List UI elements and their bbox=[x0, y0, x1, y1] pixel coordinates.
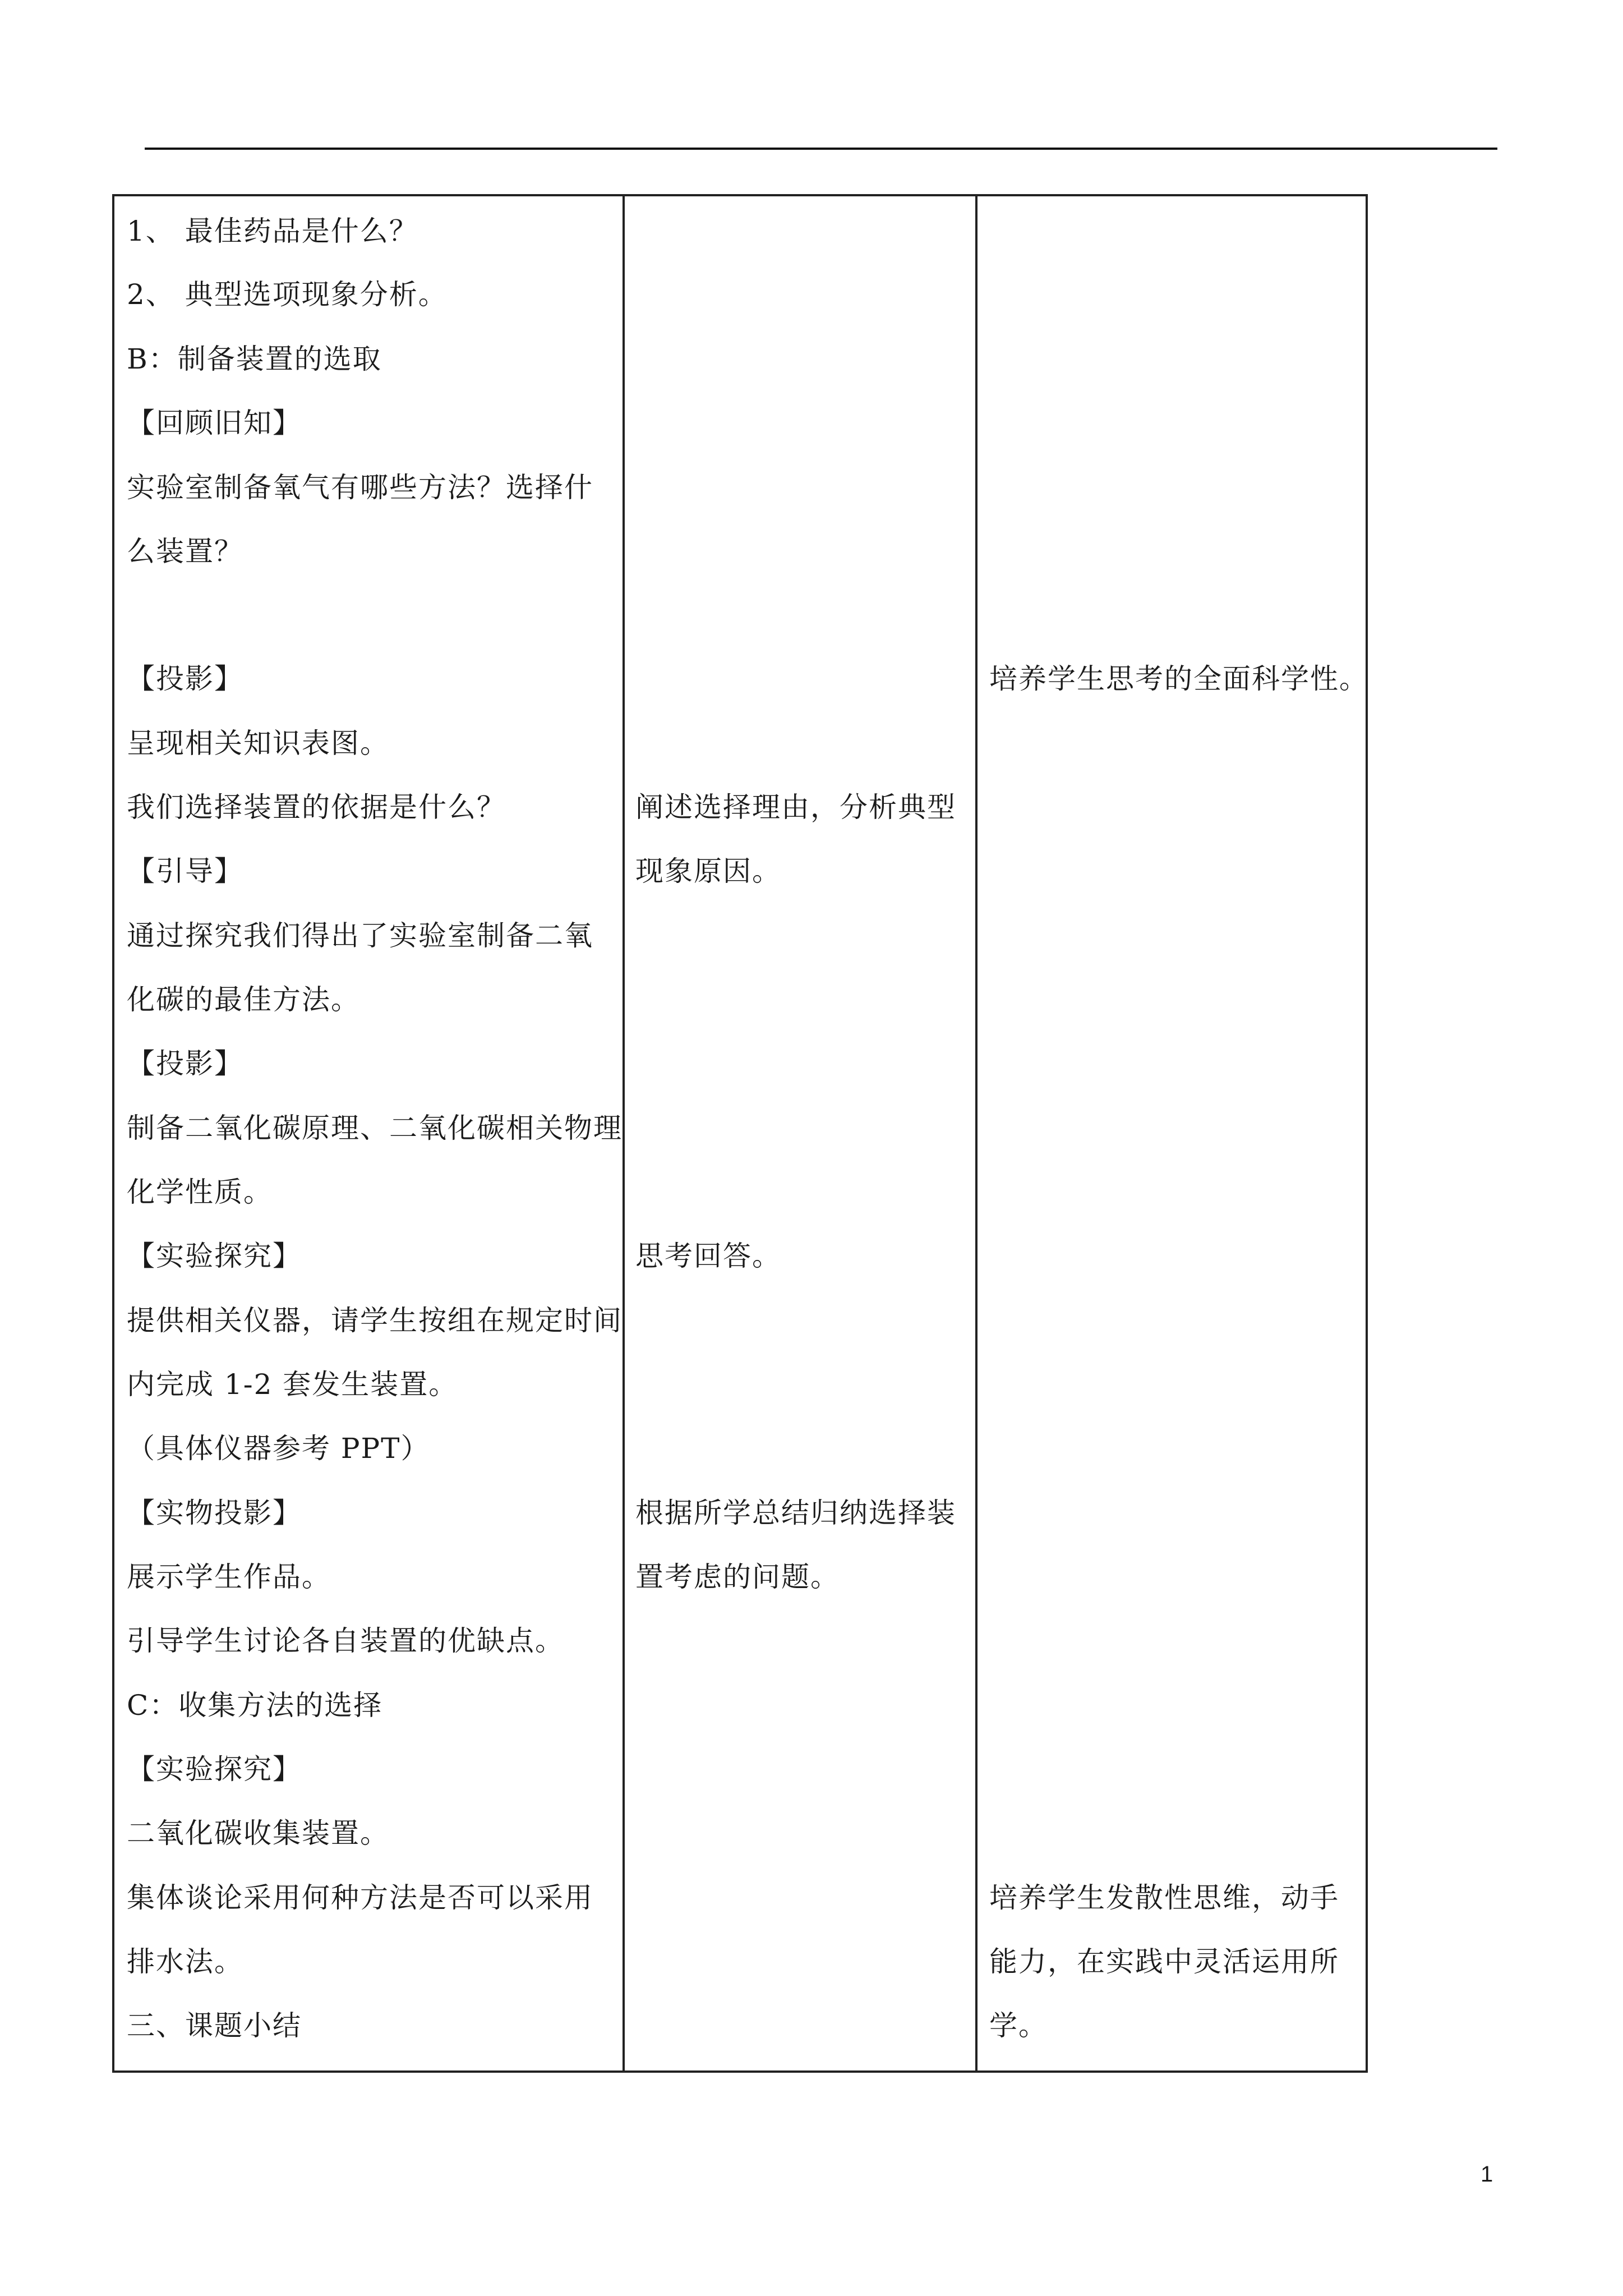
section-heading: 【实验探究】 bbox=[127, 1240, 302, 1272]
section-heading: 【引导】 bbox=[127, 855, 243, 887]
teacher-line: （具体仪器参考 PPT） bbox=[127, 1432, 430, 1465]
teacher-line: 我们选择装置的依据是什么？ bbox=[127, 791, 506, 823]
teacher-line: 么装置？ bbox=[127, 535, 243, 568]
teacher-line: 呈现相关知识表图。 bbox=[127, 727, 389, 760]
section-heading: 【回顾旧知】 bbox=[127, 407, 302, 439]
section-heading: 【投影】 bbox=[127, 1047, 243, 1080]
column-divider bbox=[975, 196, 978, 2070]
teacher-line: 提供相关仪器，请学生按组在规定时间 bbox=[127, 1304, 623, 1337]
page-number: 1 bbox=[1481, 2162, 1493, 2187]
teacher-line: 引导学生讨论各自装置的优缺点。 bbox=[127, 1625, 564, 1657]
teacher-line: 二氧化碳收集装置。 bbox=[127, 1817, 389, 1849]
column-divider bbox=[623, 196, 625, 2070]
teacher-line: 制备二氧化碳原理、二氧化碳相关物理 bbox=[127, 1112, 623, 1144]
student-line: 思考回答。 bbox=[635, 1240, 781, 1272]
student-line: 根据所学总结归纳选择装 bbox=[635, 1497, 956, 1529]
intent-line: 培养学生发散性思维，动手 bbox=[989, 1881, 1339, 1914]
teacher-line: 集体谈论采用何种方法是否可以采用 bbox=[127, 1881, 593, 1914]
teacher-line: 展示学生作品。 bbox=[127, 1561, 331, 1593]
teacher-line: 内完成 1-2 套发生装置。 bbox=[127, 1368, 458, 1401]
intent-line: 能力，在实践中灵活运用所 bbox=[989, 1945, 1339, 1978]
student-line: 阐述选择理由，分析典型 bbox=[635, 791, 956, 823]
student-line: 现象原因。 bbox=[635, 855, 781, 887]
section-heading: 【实验探究】 bbox=[127, 1753, 302, 1786]
teacher-line: 三、课题小结 bbox=[127, 2009, 302, 2042]
teacher-line: 实验室制备氧气有哪些方法？选择什 bbox=[127, 471, 593, 504]
header-rule bbox=[145, 148, 1497, 150]
section-heading: 【投影】 bbox=[127, 662, 243, 695]
teacher-line: 排水法。 bbox=[127, 1945, 243, 1978]
teacher-line: 化碳的最佳方法。 bbox=[127, 983, 360, 1016]
teacher-line: 2、 典型选项现象分析。 bbox=[127, 278, 448, 311]
teacher-line: 化学性质。 bbox=[127, 1176, 273, 1208]
intent-line: 培养学生思考的全面科学性。 bbox=[989, 662, 1368, 695]
student-line: 置考虑的问题。 bbox=[635, 1561, 840, 1593]
teacher-line: 1、 最佳药品是什么？ bbox=[127, 215, 418, 247]
teacher-line: C：收集方法的选择 bbox=[127, 1689, 383, 1722]
intent-line: 学。 bbox=[989, 2009, 1048, 2042]
section-heading: 【实物投影】 bbox=[127, 1497, 302, 1529]
teacher-line: B：制备装置的选取 bbox=[127, 343, 382, 375]
teacher-line: 通过探究我们得出了实验室制备二氧 bbox=[127, 919, 593, 952]
